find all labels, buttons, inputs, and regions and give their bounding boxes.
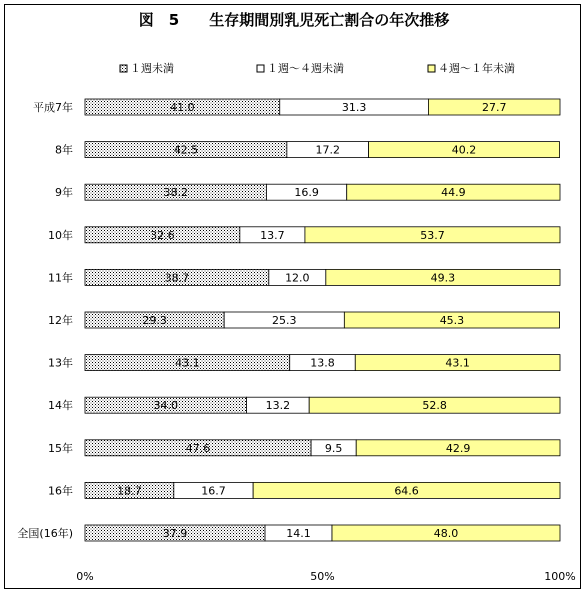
data-label: 17.2 xyxy=(315,143,340,157)
data-label: 42.5 xyxy=(173,143,199,157)
category-label: 平成7年 xyxy=(33,101,73,114)
data-label: 43.1 xyxy=(175,356,200,370)
data-label: 16.9 xyxy=(294,186,319,200)
data-label: 16.7 xyxy=(201,484,226,498)
legend xyxy=(120,61,515,75)
legend-swatch-1 xyxy=(120,65,127,72)
data-label: 9.5 xyxy=(324,441,343,455)
data-label: 47.6 xyxy=(185,441,211,455)
x-tick-label: 50% xyxy=(310,570,335,583)
chart-title: 図 5 生存期間別乳児死亡割合の年次推移 xyxy=(138,11,450,29)
data-label: 43.1 xyxy=(445,356,470,370)
legend-swatch-3 xyxy=(428,65,435,72)
x-tick-label: 0% xyxy=(76,570,94,583)
category-label: 14年 xyxy=(48,399,73,413)
data-label: 25.3 xyxy=(272,314,297,327)
data-label: 40.2 xyxy=(451,143,477,157)
data-label: 13.2 xyxy=(265,399,291,413)
data-label: 14.1 xyxy=(286,527,311,540)
data-label: 38.2 xyxy=(163,186,188,200)
legend-label-3: ４週～１年未満 xyxy=(438,62,515,75)
data-label: 12.0 xyxy=(285,271,310,285)
data-label: 41.0 xyxy=(170,101,195,114)
data-label: 29.3 xyxy=(142,314,167,327)
data-label: 18.7 xyxy=(117,484,142,498)
data-label: 48.0 xyxy=(433,527,459,540)
data-label: 53.7 xyxy=(420,228,445,242)
data-label: 42.9 xyxy=(445,441,471,455)
data-label: 27.7 xyxy=(481,101,507,114)
data-label: 34.0 xyxy=(153,399,178,413)
data-label: 13.7 xyxy=(260,228,285,242)
chart-frame xyxy=(4,4,581,589)
data-label: 52.8 xyxy=(422,399,447,413)
data-label: 44.9 xyxy=(441,186,466,200)
x-tick-label: 100% xyxy=(544,570,576,583)
category-label: 11年 xyxy=(48,271,73,285)
legend-label-1: １週未満 xyxy=(130,62,174,75)
legend-label-2: １週～４週未満 xyxy=(267,62,344,75)
data-label: 37.9 xyxy=(162,527,188,540)
category-label: 13年 xyxy=(48,356,73,370)
bars xyxy=(17,99,560,541)
data-label: 38.7 xyxy=(164,271,190,285)
category-label: 10年 xyxy=(48,228,73,242)
category-label: 9年 xyxy=(55,186,73,200)
data-label: 31.3 xyxy=(341,101,367,114)
data-label: 32.6 xyxy=(150,228,175,242)
data-label: 13.8 xyxy=(310,356,335,370)
category-label: 16年 xyxy=(48,484,73,498)
category-label: 15年 xyxy=(48,441,73,455)
data-label: 49.3 xyxy=(430,271,456,285)
legend-swatch-2 xyxy=(257,65,264,72)
data-label: 45.3 xyxy=(439,314,465,327)
data-label: 64.6 xyxy=(394,484,419,498)
x-axis xyxy=(76,570,575,583)
category-label: 全国(16年) xyxy=(17,527,73,540)
category-label: 12年 xyxy=(48,314,73,327)
chart-svg xyxy=(5,5,582,590)
category-label: 8年 xyxy=(55,143,73,157)
